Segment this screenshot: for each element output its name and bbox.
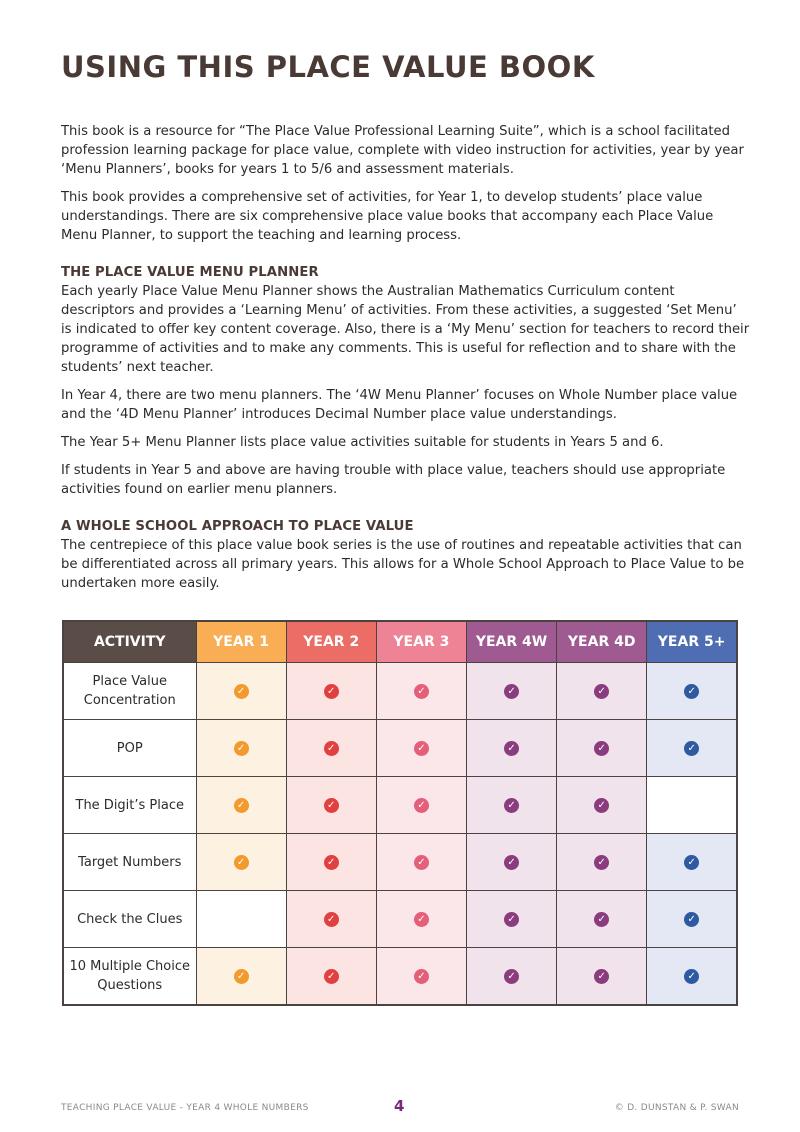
checkmark-icon: ✓	[684, 855, 699, 870]
intro-paragraph: This book provides a comprehensive set of activities, for Year 1, to develop students’ place value understandings. There are six comprehensive place value books that accompany each Place Value Menu Planner, to support the teaching and learning process.	[61, 190, 714, 243]
checkmark-icon: ✓	[324, 798, 339, 813]
check-cell	[557, 720, 647, 777]
check-cell	[466, 777, 556, 834]
check-cell	[557, 948, 647, 1006]
intro-paragraph: This book is a resource for “The Place Value Professional Learning Suite”, which is a school facilitated profession learning package for place value, complete with video instruction for activities, year by year ‘Menu Planners’, books for years 1 to 5/6 and assessment materials.	[61, 124, 744, 177]
checkmark-icon: ✓	[504, 741, 519, 756]
check-cell	[196, 948, 286, 1006]
check-cell	[196, 777, 286, 834]
section-heading: THE PLACE VALUE MENU PLANNER	[61, 265, 319, 280]
checkmark-icon: ✓	[234, 855, 249, 870]
checkmark-icon: ✓	[414, 969, 429, 984]
check-cell	[466, 834, 556, 891]
paragraph: In Year 4, there are two menu planners. The ‘4W Menu Planner’ focuses on Whole Number place value and the ‘4D Menu Planner’ introduces Decimal Number place value understandings.	[61, 388, 738, 422]
check-cell	[376, 948, 466, 1006]
checkmark-icon: ✓	[504, 969, 519, 984]
checkmark-icon: ✓	[594, 798, 609, 813]
check-cell	[466, 891, 556, 948]
check-cell	[196, 663, 286, 720]
checkmark-icon: ✓	[234, 684, 249, 699]
checkmark-icon: ✓	[684, 741, 699, 756]
checkmark-icon: ✓	[414, 741, 429, 756]
check-cell	[557, 663, 647, 720]
footer-title: TEACHING PLACE VALUE - YEAR 4 WHOLE NUMBERS	[61, 1103, 309, 1113]
check-cell	[286, 834, 376, 891]
checkmark-icon: ✓	[324, 684, 339, 699]
checkmark-icon: ✓	[414, 855, 429, 870]
checkmark-icon: ✓	[324, 741, 339, 756]
check-cell	[557, 777, 647, 834]
activity-name: The Digit’s Place	[63, 777, 196, 834]
check-cell	[376, 720, 466, 777]
table-row	[63, 663, 737, 720]
checkmark-icon: ✓	[324, 969, 339, 984]
check-cell	[376, 891, 466, 948]
check-cell	[557, 891, 647, 948]
check-cell	[286, 720, 376, 777]
column-header-year: YEAR 3	[376, 621, 466, 663]
check-cell	[286, 663, 376, 720]
check-cell	[286, 777, 376, 834]
column-header-year: YEAR 1	[196, 621, 286, 663]
checkmark-icon: ✓	[504, 684, 519, 699]
page-footer	[61, 1099, 739, 1117]
checkmark-icon: ✓	[684, 969, 699, 984]
checkmark-icon: ✓	[594, 684, 609, 699]
body-text	[61, 122, 751, 602]
activity-name: Place Value Concentration	[63, 663, 196, 720]
checkmark-icon: ✓	[594, 969, 609, 984]
check-cell	[196, 891, 286, 948]
checkmark-icon: ✓	[234, 741, 249, 756]
page-number: 4	[394, 1097, 405, 1115]
check-cell	[647, 948, 737, 1006]
checkmark-icon: ✓	[414, 684, 429, 699]
check-cell	[196, 720, 286, 777]
check-cell	[376, 834, 466, 891]
footer-copyright: © D. DUNSTAN & P. SWAN	[614, 1103, 739, 1113]
table-row	[63, 720, 737, 777]
activity-name: Check the Clues	[63, 891, 196, 948]
column-header-year: YEAR 2	[286, 621, 376, 663]
checkmark-icon: ✓	[594, 855, 609, 870]
checkmark-icon: ✓	[594, 741, 609, 756]
check-cell	[647, 834, 737, 891]
checkmark-icon: ✓	[684, 684, 699, 699]
table-row	[63, 777, 737, 834]
check-cell	[196, 834, 286, 891]
checkmark-icon: ✓	[324, 855, 339, 870]
check-cell	[376, 663, 466, 720]
paragraph: If students in Year 5 and above are having trouble with place value, teachers should use appropriate activities found on earlier menu planners.	[61, 463, 726, 497]
column-header-activity: ACTIVITY	[63, 621, 196, 663]
paragraph: The Year 5+ Menu Planner lists place value activities suitable for students in Years 5 and 6.	[61, 435, 664, 450]
checkmark-icon: ✓	[414, 798, 429, 813]
activity-name: Target Numbers	[63, 834, 196, 891]
check-cell	[647, 777, 737, 834]
check-cell	[647, 663, 737, 720]
checkmark-icon: ✓	[234, 969, 249, 984]
check-cell	[376, 777, 466, 834]
check-cell	[647, 891, 737, 948]
checkmark-icon: ✓	[414, 912, 429, 927]
activity-name: POP	[63, 720, 196, 777]
check-cell	[286, 948, 376, 1006]
table-header-row	[63, 621, 737, 663]
checkmark-icon: ✓	[684, 912, 699, 927]
table-row	[63, 834, 737, 891]
table-body	[63, 663, 737, 1006]
checkmark-icon: ✓	[234, 798, 249, 813]
checkmark-icon: ✓	[504, 912, 519, 927]
check-cell	[466, 663, 556, 720]
check-cell	[466, 720, 556, 777]
check-cell	[286, 891, 376, 948]
checkmark-icon: ✓	[504, 798, 519, 813]
section-heading: A WHOLE SCHOOL APPROACH TO PLACE VALUE	[61, 519, 414, 534]
checkmark-icon: ✓	[594, 912, 609, 927]
paragraph: The centrepiece of this place value book series is the use of routines and repeatable activities that can be differentiated across all primary years. This allows for a Whole School Approach to Place Value to be undertaken more easily.	[61, 538, 745, 591]
column-header-year: YEAR 4W	[466, 621, 556, 663]
table-row	[63, 891, 737, 948]
page-title: USING THIS PLACE VALUE BOOK	[61, 50, 595, 84]
check-cell	[466, 948, 556, 1006]
activity-name: 10 Multiple Choice Questions	[63, 948, 196, 1006]
column-header-year: YEAR 4D	[557, 621, 647, 663]
checkmark-icon: ✓	[504, 855, 519, 870]
table-row	[63, 948, 737, 1006]
checkmark-icon: ✓	[324, 912, 339, 927]
paragraph: Each yearly Place Value Menu Planner shows the Australian Mathematics Curriculum content descriptors and provides a ‘Learning Menu’ of activities. From these activities, a suggested ‘Set Menu’ is indicated to offer key content coverage. Also, there is a ‘My Menu’ section for teachers to record their programme of activities and to make any comments. This is useful for reflection and to share with the students’ next teacher.	[61, 284, 750, 375]
activity-table	[62, 620, 738, 1006]
check-cell	[647, 720, 737, 777]
column-header-year: YEAR 5+	[647, 621, 737, 663]
check-cell	[557, 834, 647, 891]
